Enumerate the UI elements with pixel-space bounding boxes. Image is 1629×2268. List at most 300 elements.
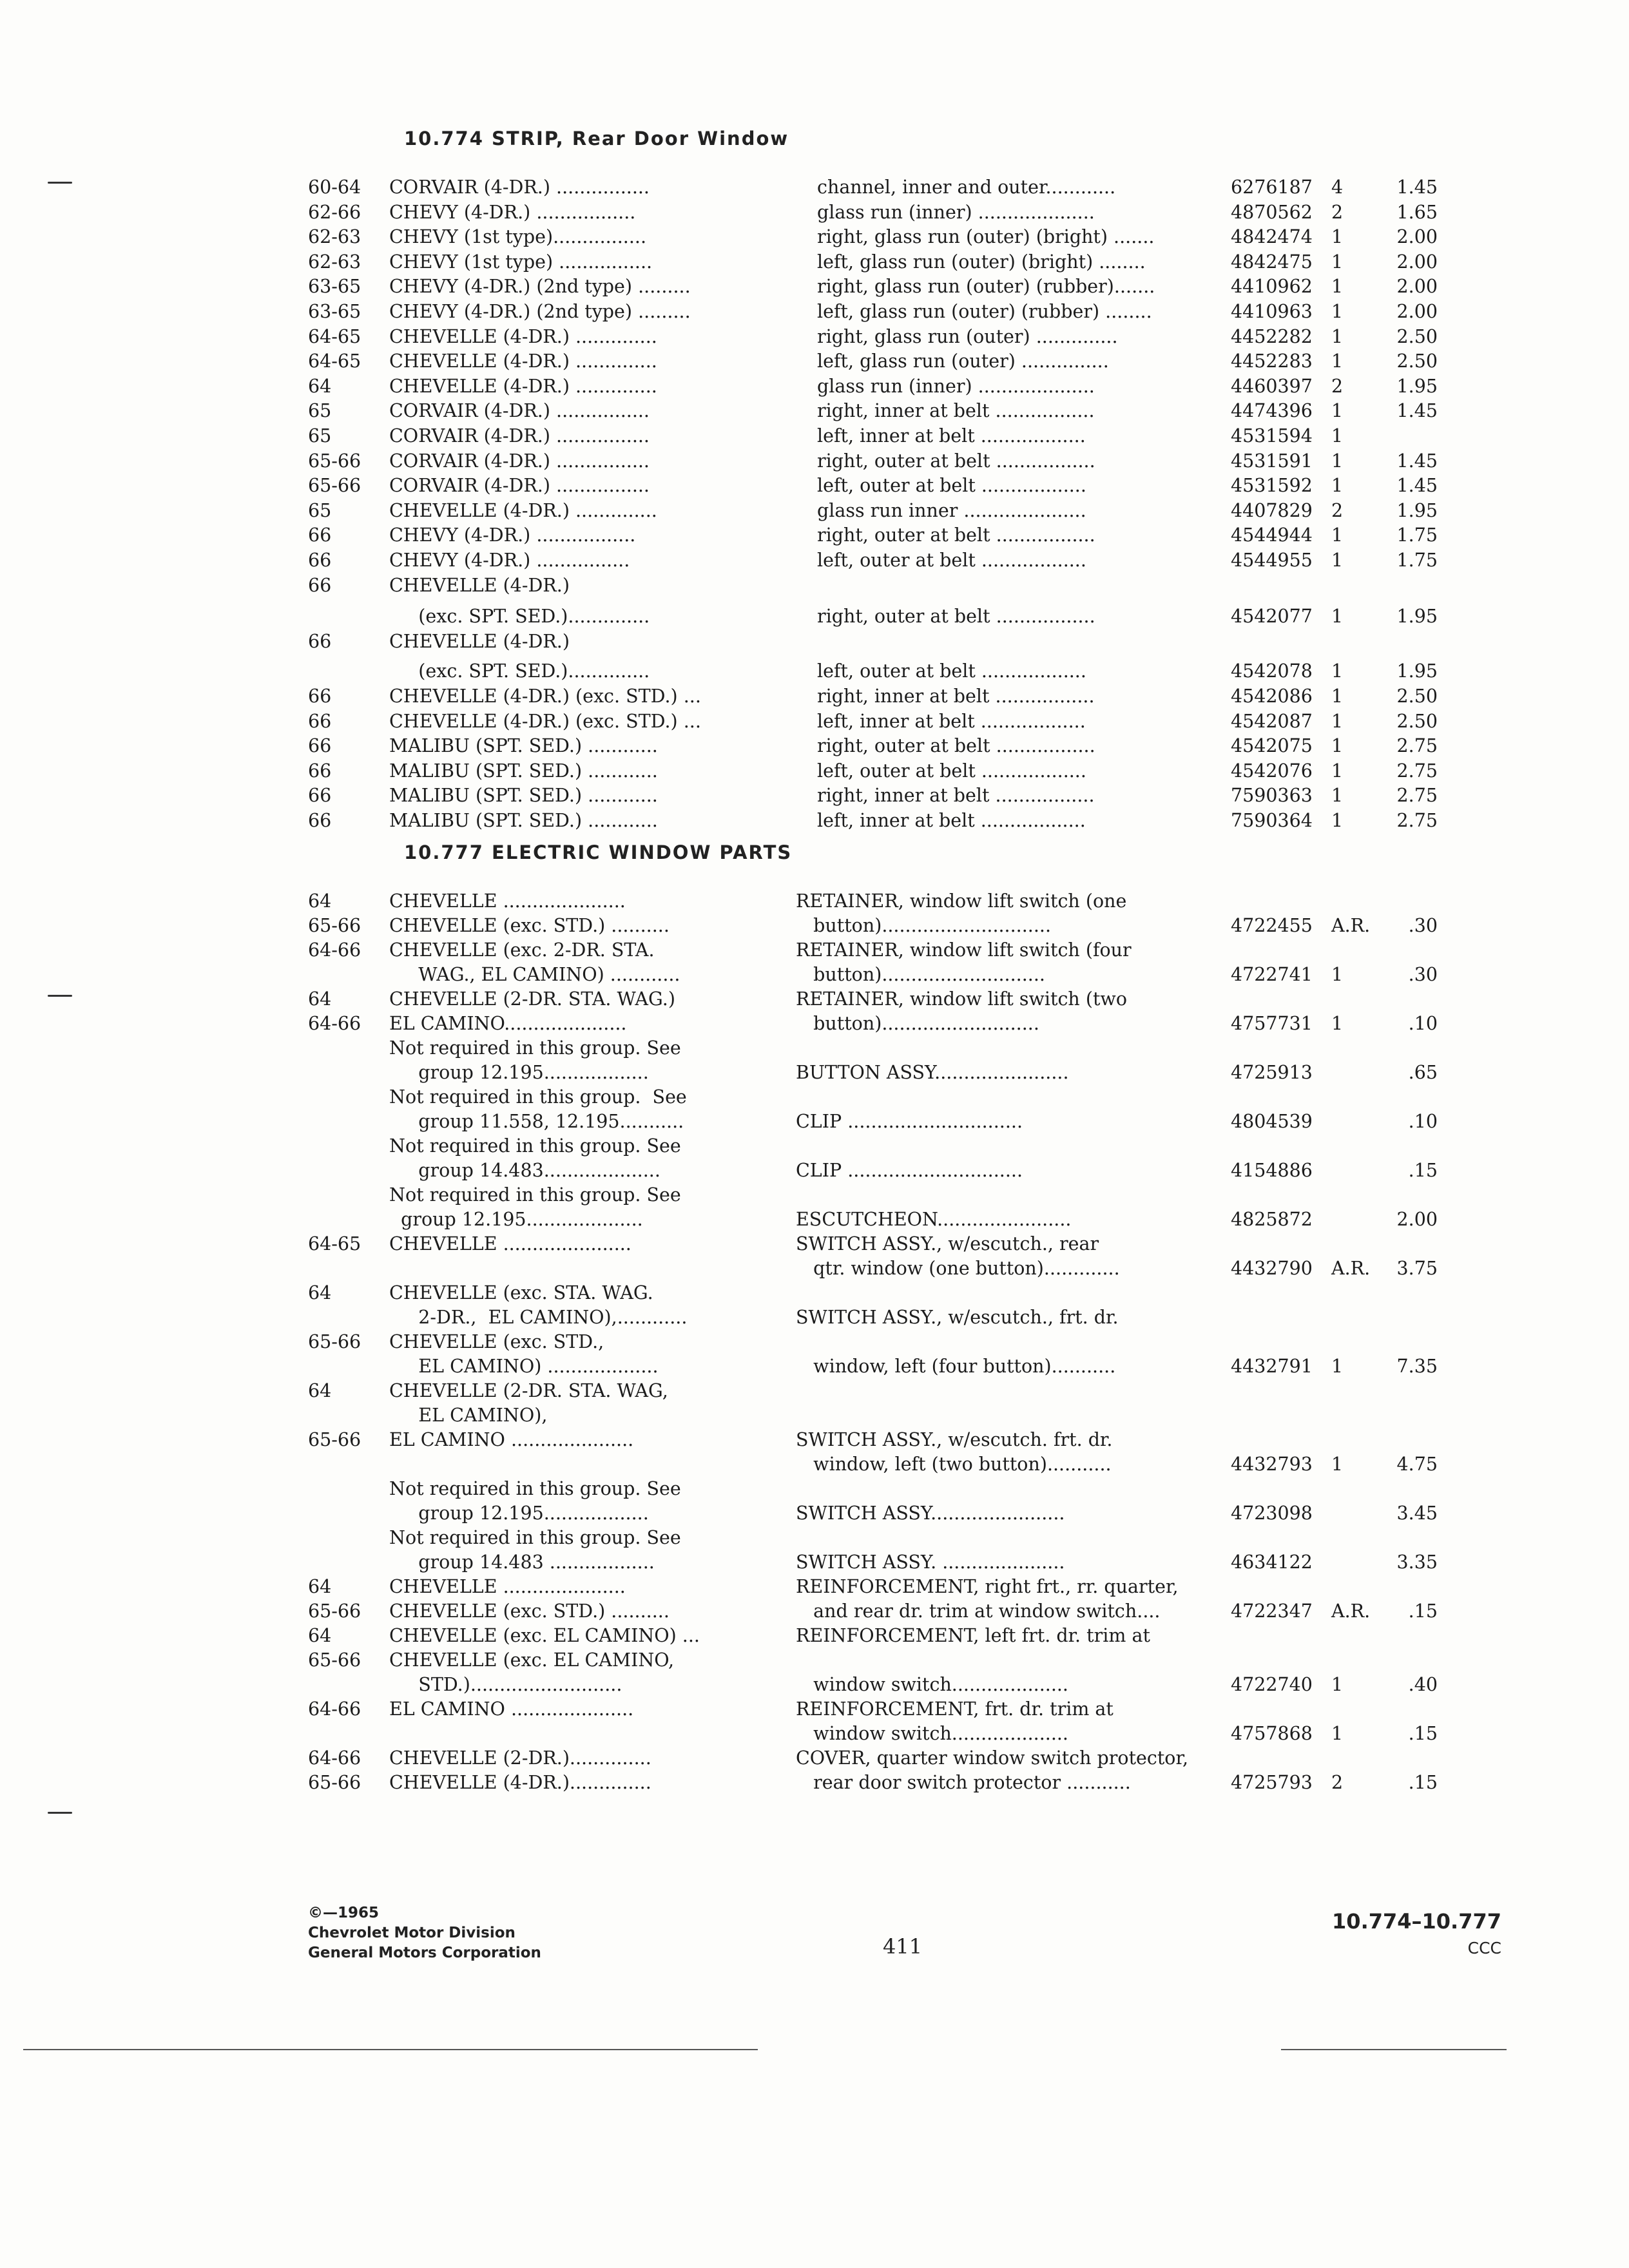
year-cell: 65-66 [308, 1429, 361, 1450]
table-row [0, 548, 1629, 573]
quantity-cell: 1 [1331, 785, 1344, 806]
year-cell: 64 [308, 890, 332, 912]
table-row [0, 1330, 1629, 1354]
model-cell: CHEVELLE (exc. STA. WAG. [389, 1282, 653, 1303]
table-row [0, 629, 1629, 654]
model-cell: EL CAMINO ..................... [389, 1698, 634, 1720]
quantity-cell: 1 [1331, 524, 1344, 546]
quantity-cell: 1 [1331, 1013, 1344, 1034]
table-row [0, 349, 1629, 374]
description-cell: rear door switch protector ........... [796, 1772, 1131, 1793]
model-cell: Not required in this group. See [389, 1086, 687, 1108]
price-cell: 2.75 [1396, 810, 1438, 831]
table-row [0, 1428, 1629, 1452]
year-cell: 64-66 [308, 1698, 361, 1720]
model-cell: CHEVY (4-DR.) (2nd type) ......... [389, 276, 691, 297]
table-row [0, 1575, 1629, 1599]
description-cell: right, outer at belt ................. [817, 450, 1095, 472]
price-cell: 3.35 [1396, 1552, 1438, 1573]
quantity-cell: 1 [1331, 1723, 1344, 1744]
part-number-cell: 4825872 [1231, 1209, 1313, 1230]
model-cell: CHEVELLE (2-DR. STA. WAG.) [389, 988, 675, 1010]
quantity-cell: 4 [1331, 177, 1344, 198]
model-cell: CHEVELLE (exc. EL CAMINO, [389, 1649, 675, 1671]
part-number-cell: 4452283 [1231, 351, 1313, 372]
year-cell: 60-64 [308, 177, 361, 198]
part-number-cell: 4722741 [1231, 964, 1313, 985]
model-cell: CHEVELLE (exc. STD.) .......... [389, 915, 670, 936]
price-cell: 3.75 [1396, 1258, 1438, 1279]
table-row [0, 1403, 1629, 1428]
table-row [0, 889, 1629, 914]
description-cell: SWITCH ASSY., w/escutch. frt. dr. [796, 1429, 1113, 1450]
quantity-cell: 1 [1331, 1356, 1344, 1377]
corporation-name: General Motors Corporation [308, 1945, 541, 1961]
year-cell: 63-65 [308, 301, 361, 322]
part-number-cell: 4410963 [1231, 301, 1313, 322]
price-cell: 2.75 [1396, 785, 1438, 806]
price-cell: 1.95 [1396, 376, 1438, 397]
quantity-cell: 1 [1331, 226, 1344, 247]
price-cell: 1.45 [1396, 450, 1438, 472]
part-number-cell: 4544944 [1231, 524, 1313, 546]
part-number-cell: 4432791 [1231, 1356, 1313, 1377]
table-row [0, 300, 1629, 324]
part-number-cell: 4154886 [1231, 1160, 1313, 1181]
quantity-cell: 1 [1331, 760, 1344, 782]
table-row [0, 1624, 1629, 1648]
model-cell: CHEVELLE (exc. 2-DR. STA. [389, 939, 655, 961]
table-row [0, 1648, 1629, 1673]
price-cell: 1.65 [1396, 202, 1438, 223]
price-cell: 1.45 [1396, 475, 1438, 496]
part-number-cell: 4432790 [1231, 1258, 1313, 1279]
table-row [0, 938, 1629, 963]
table-row [0, 1452, 1629, 1477]
quantity-cell: A.R. [1331, 1258, 1371, 1279]
model-cell: CORVAIR (4-DR.) ................ [389, 425, 650, 447]
table-row [0, 759, 1629, 783]
model-cell: CHEVELLE (4-DR.) .............. [389, 500, 657, 521]
description-cell: right, glass run (outer) .............. [817, 326, 1118, 347]
description-cell: left, outer at belt .................. [817, 660, 1086, 682]
model-cell: CHEVELLE ..................... [389, 890, 626, 912]
table-row [0, 573, 1629, 598]
quantity-cell: 1 [1331, 735, 1344, 756]
description-cell: button)............................. [796, 915, 1052, 936]
division-name: Chevrolet Motor Division [308, 1925, 516, 1941]
part-number-cell: 4452282 [1231, 326, 1313, 347]
model-cell: Not required in this group. See [389, 1527, 681, 1548]
table-row [0, 499, 1629, 523]
price-cell: 1.75 [1396, 550, 1438, 571]
part-number-cell: 4460397 [1231, 376, 1313, 397]
part-number-cell: 4432793 [1231, 1454, 1313, 1475]
price-cell: .10 [1408, 1111, 1438, 1132]
description-cell: REINFORCEMENT, frt. dr. trim at [796, 1698, 1113, 1720]
model-cell: Not required in this group. See [389, 1135, 681, 1157]
year-cell: 65 [308, 500, 332, 521]
description-cell: left, inner at belt .................. [817, 425, 1086, 447]
model-cell: CHEVELLE (exc. STD., [389, 1331, 604, 1352]
model-cell: Not required in this group. See [389, 1037, 681, 1059]
year-cell: 65-66 [308, 475, 361, 496]
quantity-cell: 1 [1331, 351, 1344, 372]
table-row [0, 1207, 1629, 1232]
table-row [0, 1036, 1629, 1061]
model-cell: CHEVY (4-DR.) ................. [389, 524, 636, 546]
year-cell: 64-66 [308, 939, 361, 961]
year-cell: 66 [308, 575, 332, 596]
table-row [0, 1134, 1629, 1158]
model-cell: WAG., EL CAMINO) ............ [389, 964, 680, 985]
model-cell: CHEVY (4-DR.) ................. [389, 202, 636, 223]
table-row [0, 474, 1629, 498]
table-row [0, 1232, 1629, 1256]
description-cell: button)........................... [796, 1013, 1039, 1034]
year-cell: 64 [308, 988, 332, 1010]
price-cell: 1.95 [1396, 660, 1438, 682]
quantity-cell: 1 [1331, 425, 1344, 447]
year-cell: 64 [308, 1282, 332, 1303]
year-cell: 65-66 [308, 1600, 361, 1622]
description-cell: left, outer at belt .................. [817, 475, 1086, 496]
model-cell: CHEVELLE (4-DR.) (exc. STD.) ... [389, 711, 701, 732]
price-cell: 1.95 [1396, 606, 1438, 627]
model-cell: MALIBU (SPT. SED.) ............ [389, 760, 658, 782]
description-cell: right, glass run (outer) (rubber)....... [817, 276, 1155, 297]
table-row [0, 1110, 1629, 1134]
description-cell: right, inner at belt ................. [817, 686, 1095, 707]
description-cell: right, outer at belt ................. [817, 524, 1095, 546]
description-cell: SWITCH ASSY., w/escutch., frt. dr. [796, 1307, 1119, 1328]
margin-mark [48, 182, 72, 184]
model-cell: EL CAMINO) ................... [389, 1356, 659, 1377]
description-cell: left, inner at belt .................. [817, 810, 1086, 831]
year-cell: 64 [308, 1380, 332, 1401]
part-number-cell: 4634122 [1231, 1552, 1313, 1573]
description-cell: SWITCH ASSY. ..................... [796, 1552, 1065, 1573]
table-row [0, 274, 1629, 299]
model-cell: CHEVELLE (4-DR.) [389, 575, 570, 596]
model-cell: EL CAMINO), [389, 1405, 548, 1426]
table-row [0, 175, 1629, 200]
part-number-cell: 4722740 [1231, 1674, 1313, 1695]
description-cell: window switch.................... [796, 1723, 1068, 1744]
part-number-cell: 4757731 [1231, 1013, 1313, 1034]
description-cell: BUTTON ASSY....................... [796, 1062, 1069, 1083]
margin-mark [48, 995, 72, 997]
part-number-cell: 4725913 [1231, 1062, 1313, 1083]
year-cell: 66 [308, 735, 332, 756]
year-cell: 65-66 [308, 1772, 361, 1793]
model-cell: CHEVELLE (2-DR.).............. [389, 1747, 651, 1769]
table-row [0, 449, 1629, 474]
description-cell: and rear dr. trim at window switch.... [796, 1600, 1161, 1622]
year-cell: 66 [308, 631, 332, 652]
quantity-cell: 2 [1331, 376, 1344, 397]
part-number-cell: 4542086 [1231, 686, 1313, 707]
quantity-cell: 1 [1331, 711, 1344, 732]
table-row [0, 225, 1629, 249]
part-number-cell: 4757868 [1231, 1723, 1313, 1744]
model-cell: CHEVELLE (4-DR.) [389, 631, 570, 652]
quantity-cell: 1 [1331, 550, 1344, 571]
model-cell: CHEVY (4-DR.) ................ [389, 550, 630, 571]
table-row [0, 963, 1629, 987]
model-cell: STD.).......................... [389, 1674, 622, 1695]
quantity-cell: 1 [1331, 251, 1344, 273]
section-title-strip: 10.774 STRIP, Rear Door Window [404, 128, 789, 149]
part-number-cell: 4531592 [1231, 475, 1313, 496]
description-cell: glass run (inner) .................... [817, 376, 1095, 397]
quantity-cell: 1 [1331, 276, 1344, 297]
part-number-cell: 7590364 [1231, 810, 1313, 831]
description-cell: left, glass run (outer) (rubber) ........ [817, 301, 1152, 322]
model-cell: CHEVY (1st type) ................ [389, 251, 653, 273]
quantity-cell: 1 [1331, 475, 1344, 496]
model-cell: Not required in this group. See [389, 1478, 681, 1499]
model-cell: CHEVELLE (4-DR.) .............. [389, 326, 657, 347]
description-cell: glass run (inner) .................... [817, 202, 1095, 223]
description-cell: window switch.................... [796, 1674, 1068, 1695]
catalog-code: CCC [1467, 1939, 1501, 1957]
table-row [0, 1697, 1629, 1722]
price-cell: 1.75 [1396, 524, 1438, 546]
year-cell: 64-66 [308, 1747, 361, 1769]
description-cell: right, outer at belt ................. [817, 735, 1095, 756]
description-cell: left, inner at belt .................. [817, 711, 1086, 732]
table-row [0, 1526, 1629, 1550]
model-cell: MALIBU (SPT. SED.) ............ [389, 785, 658, 806]
price-cell: .15 [1408, 1723, 1438, 1744]
year-cell: 64-65 [308, 326, 361, 347]
price-cell: 2.00 [1396, 1209, 1438, 1230]
description-cell: window, left (two button)........... [796, 1454, 1112, 1475]
year-cell: 62-66 [308, 202, 361, 223]
table-row [0, 684, 1629, 709]
model-cell: MALIBU (SPT. SED.) ............ [389, 735, 658, 756]
table-row [0, 1256, 1629, 1281]
year-cell: 65-66 [308, 1649, 361, 1671]
part-number-cell: 4842474 [1231, 226, 1313, 247]
part-number-cell: 4723098 [1231, 1503, 1313, 1524]
year-cell: 65 [308, 400, 332, 421]
part-number-cell: 4544955 [1231, 550, 1313, 571]
part-number-cell: 4870562 [1231, 202, 1313, 223]
price-cell: 2.00 [1396, 276, 1438, 297]
price-cell: 1.95 [1396, 500, 1438, 521]
year-cell: 63-65 [308, 276, 361, 297]
model-cell: Not required in this group. See [389, 1184, 681, 1206]
quantity-cell: 1 [1331, 1674, 1344, 1695]
description-cell: glass run inner ..................... [817, 500, 1086, 521]
table-row [0, 1012, 1629, 1036]
quantity-cell: 1 [1331, 660, 1344, 682]
description-cell: left, outer at belt .................. [817, 550, 1086, 571]
table-row [0, 1771, 1629, 1795]
model-cell: 2-DR., EL CAMINO),............ [389, 1307, 688, 1328]
price-cell: .15 [1408, 1600, 1438, 1622]
part-number-cell: 4531594 [1231, 425, 1313, 447]
price-cell: .15 [1408, 1160, 1438, 1181]
table-row [0, 1281, 1629, 1305]
year-cell: 64 [308, 376, 332, 397]
table-row [0, 987, 1629, 1012]
table-row [0, 399, 1629, 423]
part-number-cell: 4410962 [1231, 276, 1313, 297]
part-number-cell: 4407829 [1231, 500, 1313, 521]
part-number-cell: 4531591 [1231, 450, 1313, 472]
table-row [0, 783, 1629, 808]
table-row [0, 1477, 1629, 1501]
price-cell: 1.45 [1396, 177, 1438, 198]
description-cell: right, outer at belt ................. [817, 606, 1095, 627]
quantity-cell: 2 [1331, 500, 1344, 521]
price-cell: .40 [1408, 1674, 1438, 1695]
price-cell: 1.45 [1396, 400, 1438, 421]
model-cell: group 11.558, 12.195........... [389, 1111, 684, 1132]
model-cell: CHEVELLE (exc. EL CAMINO) ... [389, 1625, 700, 1646]
model-cell: CHEVELLE ..................... [389, 1576, 626, 1597]
quantity-cell: 1 [1331, 301, 1344, 322]
part-number-cell: 6276187 [1231, 177, 1313, 198]
table-row [0, 1746, 1629, 1771]
model-cell: CORVAIR (4-DR.) ................ [389, 177, 650, 198]
table-row [0, 1085, 1629, 1110]
table-row [0, 604, 1629, 629]
part-number-cell: 4542078 [1231, 660, 1313, 682]
table-row [0, 1599, 1629, 1624]
quantity-cell: 1 [1331, 1454, 1344, 1475]
quantity-cell: 1 [1331, 400, 1344, 421]
description-cell: RETAINER, window lift switch (four [796, 939, 1132, 961]
description-cell: window, left (four button)........... [796, 1356, 1116, 1377]
price-cell: 2.75 [1396, 735, 1438, 756]
part-number-cell: 4542075 [1231, 735, 1313, 756]
year-cell: 66 [308, 711, 332, 732]
price-cell: .10 [1408, 1013, 1438, 1034]
table-row [0, 1550, 1629, 1575]
model-cell: CHEVY (4-DR.) (2nd type) ......... [389, 301, 691, 322]
price-cell: 2.75 [1396, 760, 1438, 782]
table-row [0, 734, 1629, 758]
year-cell: 64 [308, 1576, 332, 1597]
price-cell: .30 [1408, 915, 1438, 936]
table-row [0, 1061, 1629, 1085]
model-cell: EL CAMINO..................... [389, 1013, 627, 1034]
description-cell: left, outer at belt .................. [817, 760, 1086, 782]
description-cell: button)............................ [796, 964, 1045, 985]
price-cell: .15 [1408, 1772, 1438, 1793]
group-range: 10.774–10.777 [1332, 1909, 1501, 1934]
quantity-cell: 1 [1331, 450, 1344, 472]
model-cell: CHEVELLE (4-DR.) .............. [389, 351, 657, 372]
description-cell: left, glass run (outer) ............... [817, 351, 1109, 372]
part-number-cell: 4842475 [1231, 251, 1313, 273]
table-row [0, 709, 1629, 734]
price-cell: 3.45 [1396, 1503, 1438, 1524]
part-number-cell: 4542087 [1231, 711, 1313, 732]
model-cell: group 12.195.................. [389, 1503, 649, 1524]
table-row [0, 1501, 1629, 1526]
quantity-cell: 1 [1331, 606, 1344, 627]
year-cell: 66 [308, 785, 332, 806]
description-cell: qtr. window (one button)............. [796, 1258, 1120, 1279]
price-cell: 2.00 [1396, 226, 1438, 247]
part-number-cell: 7590363 [1231, 785, 1313, 806]
quantity-cell: 2 [1331, 202, 1344, 223]
model-cell: group 12.195.................. [389, 1062, 649, 1083]
year-cell: 66 [308, 810, 332, 831]
model-cell: EL CAMINO ..................... [389, 1429, 634, 1450]
year-cell: 66 [308, 550, 332, 571]
quantity-cell: 2 [1331, 1772, 1344, 1793]
table-row [0, 200, 1629, 225]
year-cell: 65-66 [308, 1331, 361, 1352]
model-cell: (exc. SPT. SED.).............. [389, 660, 650, 682]
year-cell: 62-63 [308, 226, 361, 247]
model-cell: CORVAIR (4-DR.) ................ [389, 400, 650, 421]
description-cell: right, glass run (outer) (bright) ....... [817, 226, 1155, 247]
part-number-cell: 4804539 [1231, 1111, 1313, 1132]
footer-publisher [308, 1903, 541, 1963]
table-row [0, 1158, 1629, 1183]
model-cell: CORVAIR (4-DR.) ................ [389, 450, 650, 472]
year-cell: 65 [308, 425, 332, 447]
bottom-rule [23, 2049, 758, 2050]
year-cell: 66 [308, 760, 332, 782]
table-row [0, 1722, 1629, 1746]
description-cell: CLIP .............................. [796, 1160, 1023, 1181]
quantity-cell: 1 [1331, 326, 1344, 347]
table-row [0, 1305, 1629, 1330]
table-row [0, 914, 1629, 938]
description-cell: right, inner at belt ................. [817, 400, 1095, 421]
quantity-cell: 1 [1331, 810, 1344, 831]
description-cell: right, inner at belt ................. [817, 785, 1095, 806]
price-cell: 2.00 [1396, 251, 1438, 273]
bottom-rule [1281, 2049, 1507, 2050]
model-cell: CORVAIR (4-DR.) ................ [389, 475, 650, 496]
part-number-cell: 4722455 [1231, 915, 1313, 936]
price-cell: 4.75 [1396, 1454, 1438, 1475]
year-cell: 62-63 [308, 251, 361, 273]
table-row [0, 325, 1629, 349]
price-cell: 2.00 [1396, 301, 1438, 322]
model-cell: group 14.483.................... [389, 1160, 660, 1181]
year-cell: 64-65 [308, 351, 361, 372]
price-cell: 2.50 [1396, 686, 1438, 707]
model-cell: CHEVELLE (4-DR.).............. [389, 1772, 651, 1793]
part-number-cell: 4542077 [1231, 606, 1313, 627]
price-cell: .65 [1408, 1062, 1438, 1083]
description-cell: CLIP .............................. [796, 1111, 1023, 1132]
quantity-cell: A.R. [1331, 915, 1371, 936]
description-cell: REINFORCEMENT, left frt. dr. trim at [796, 1625, 1150, 1646]
model-cell: CHEVY (1st type)................ [389, 226, 647, 247]
year-cell: 64 [308, 1625, 332, 1646]
margin-mark [48, 1812, 72, 1814]
description-cell: channel, inner and outer............ [817, 177, 1116, 198]
table-row [0, 1379, 1629, 1403]
description-cell: left, glass run (outer) (bright) ........ [817, 251, 1146, 273]
page-number: 411 [883, 1934, 923, 1959]
description-cell: RETAINER, window lift switch (two [796, 988, 1127, 1010]
price-cell: 2.50 [1396, 351, 1438, 372]
price-cell: 2.50 [1396, 326, 1438, 347]
price-cell: 2.50 [1396, 711, 1438, 732]
